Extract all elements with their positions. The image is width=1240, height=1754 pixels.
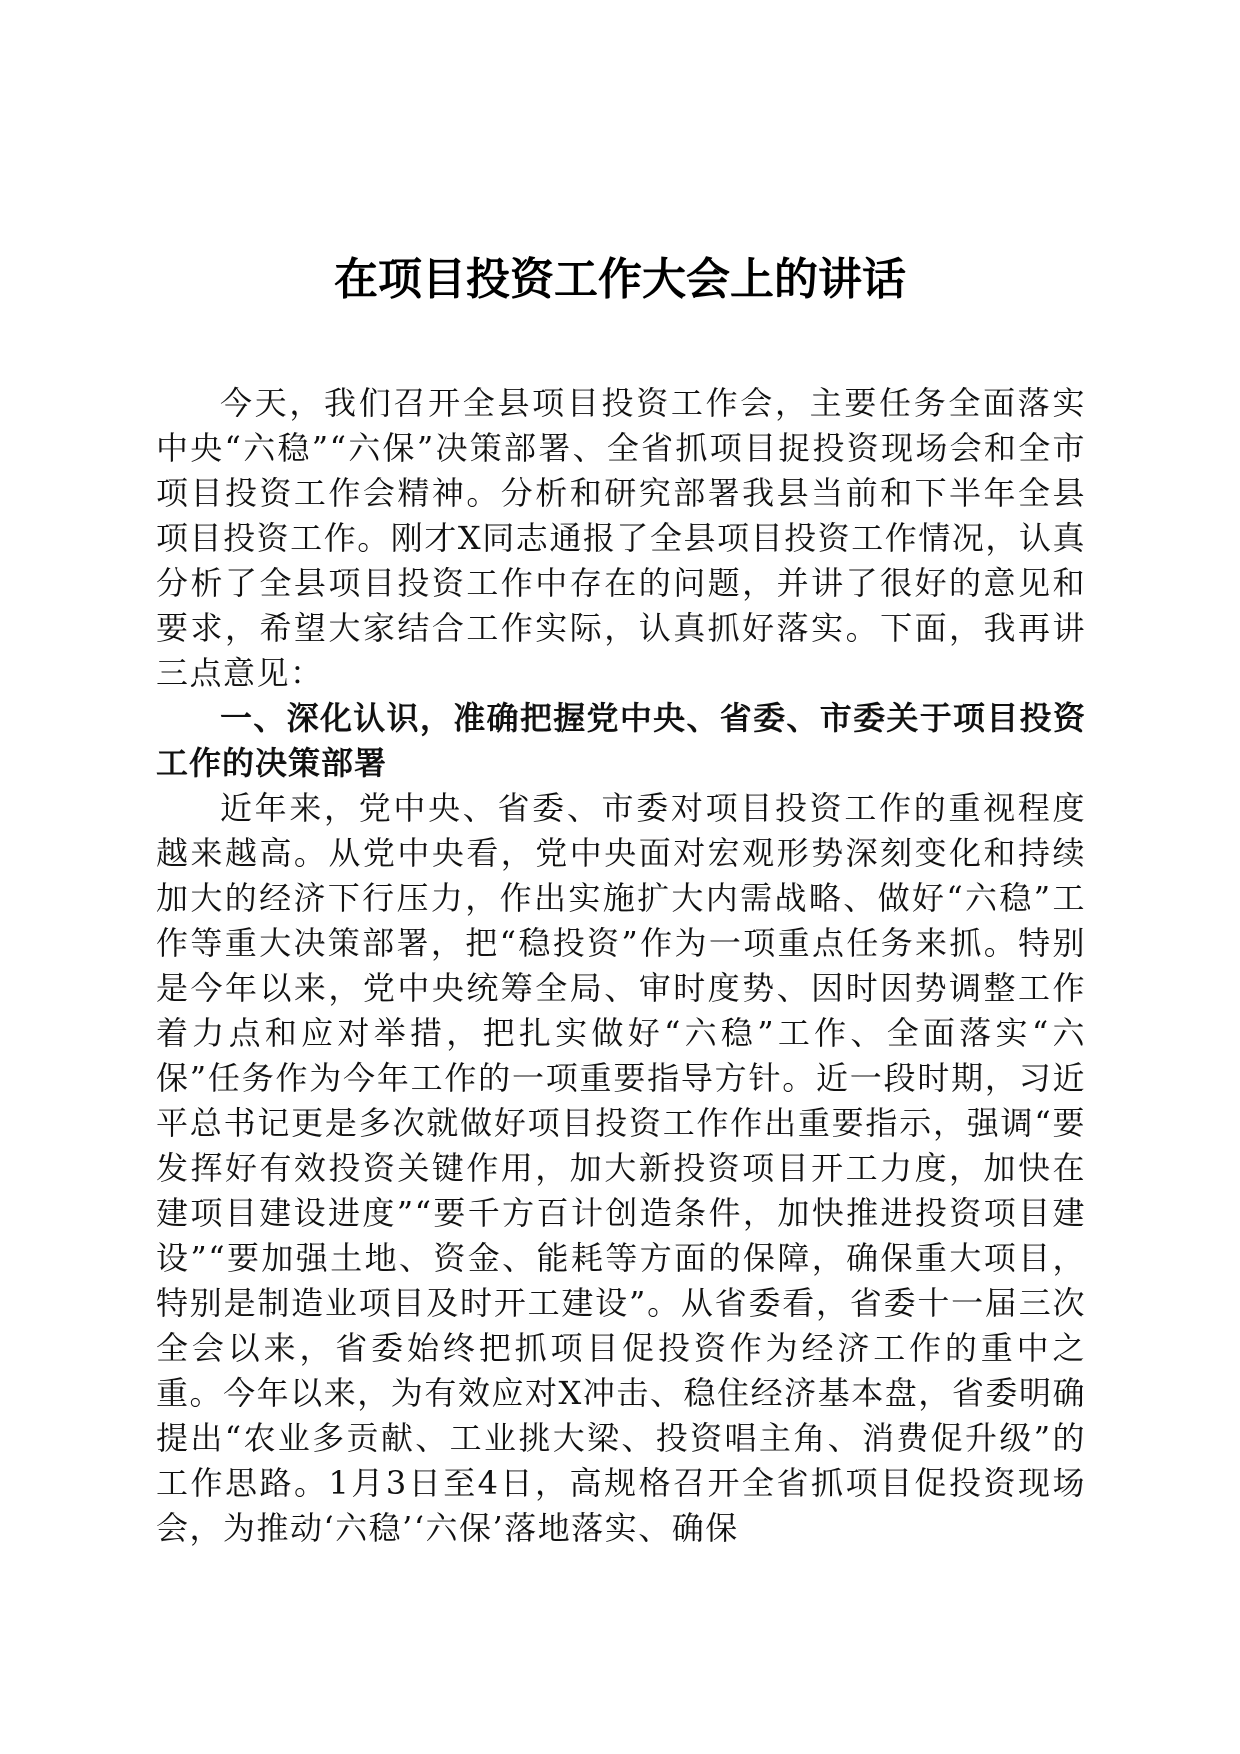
page-title: 在项目投资工作大会上的讲话	[334, 254, 906, 305]
paragraph-intro: 今天，我们召开全县项目投资工作会，主要任务全面落实中央“六稳”“六保”决策部署、全省抓项目捉投资现场会和全市项目投资工作会精神。分析和研究部署我县当前和下半年全县项目投资工作。刚才X同志通报了全县项目投资工作情况，认真分析了全县项目投资工作中存在的问题，并讲了很好的意见和要求，希望大家结合工作实际，认真抓好落实。下面，我再讲三点意见：	[156, 384, 1086, 692]
paragraph-section-1: 近年来，党中央、省委、市委对项目投资工作的重视程度越来越高。从党中央看，党中央面对宏观形势深刻变化和持续加大的经济下行压力，作出实施扩大内需战略、做好“六稳”工作等重大决策部署，把“稳投资”作为一项重点任务来抓。特别是今年以来，党中央统筹全局、审时度势、因时因势调整工作着力点和应对举措，把扎实做好“六稳”工作、全面落实“六保”任务作为今年工作的一项重要指导方针。近一段时期，习近平总书记更是多次就做好项目投资工作作出重要指示，强调“要发挥好有效投资关键作用，加大新投资项目开工力度，加快在建项目建设进度”“要千方百计创造条件，加快推进投资项目建设”“要加强土地、资金、能耗等方面的保障，确保重大项目，特别是制造业项目及时开工建设”。从省委看，省委十一届三次全会以来，省委始终把抓项目促投资作为经济工作的重中之重。今年以来，为有效应对X冲击、稳住经济基本盘，省委明确提出“农业多贡献、工业挑大梁、投资唱主角、消费促升级”的工作思路。1月3日至4日，高规格召开全省抓项目促投资现场会，为推动‘六稳’‘六保’落地落实、确保	[156, 789, 1086, 1547]
document-body	[156, 381, 1086, 1551]
section-heading-1: 一、深化认识，准确把握党中央、省委、市委关于项目投资工作的决策部署	[156, 699, 1086, 782]
